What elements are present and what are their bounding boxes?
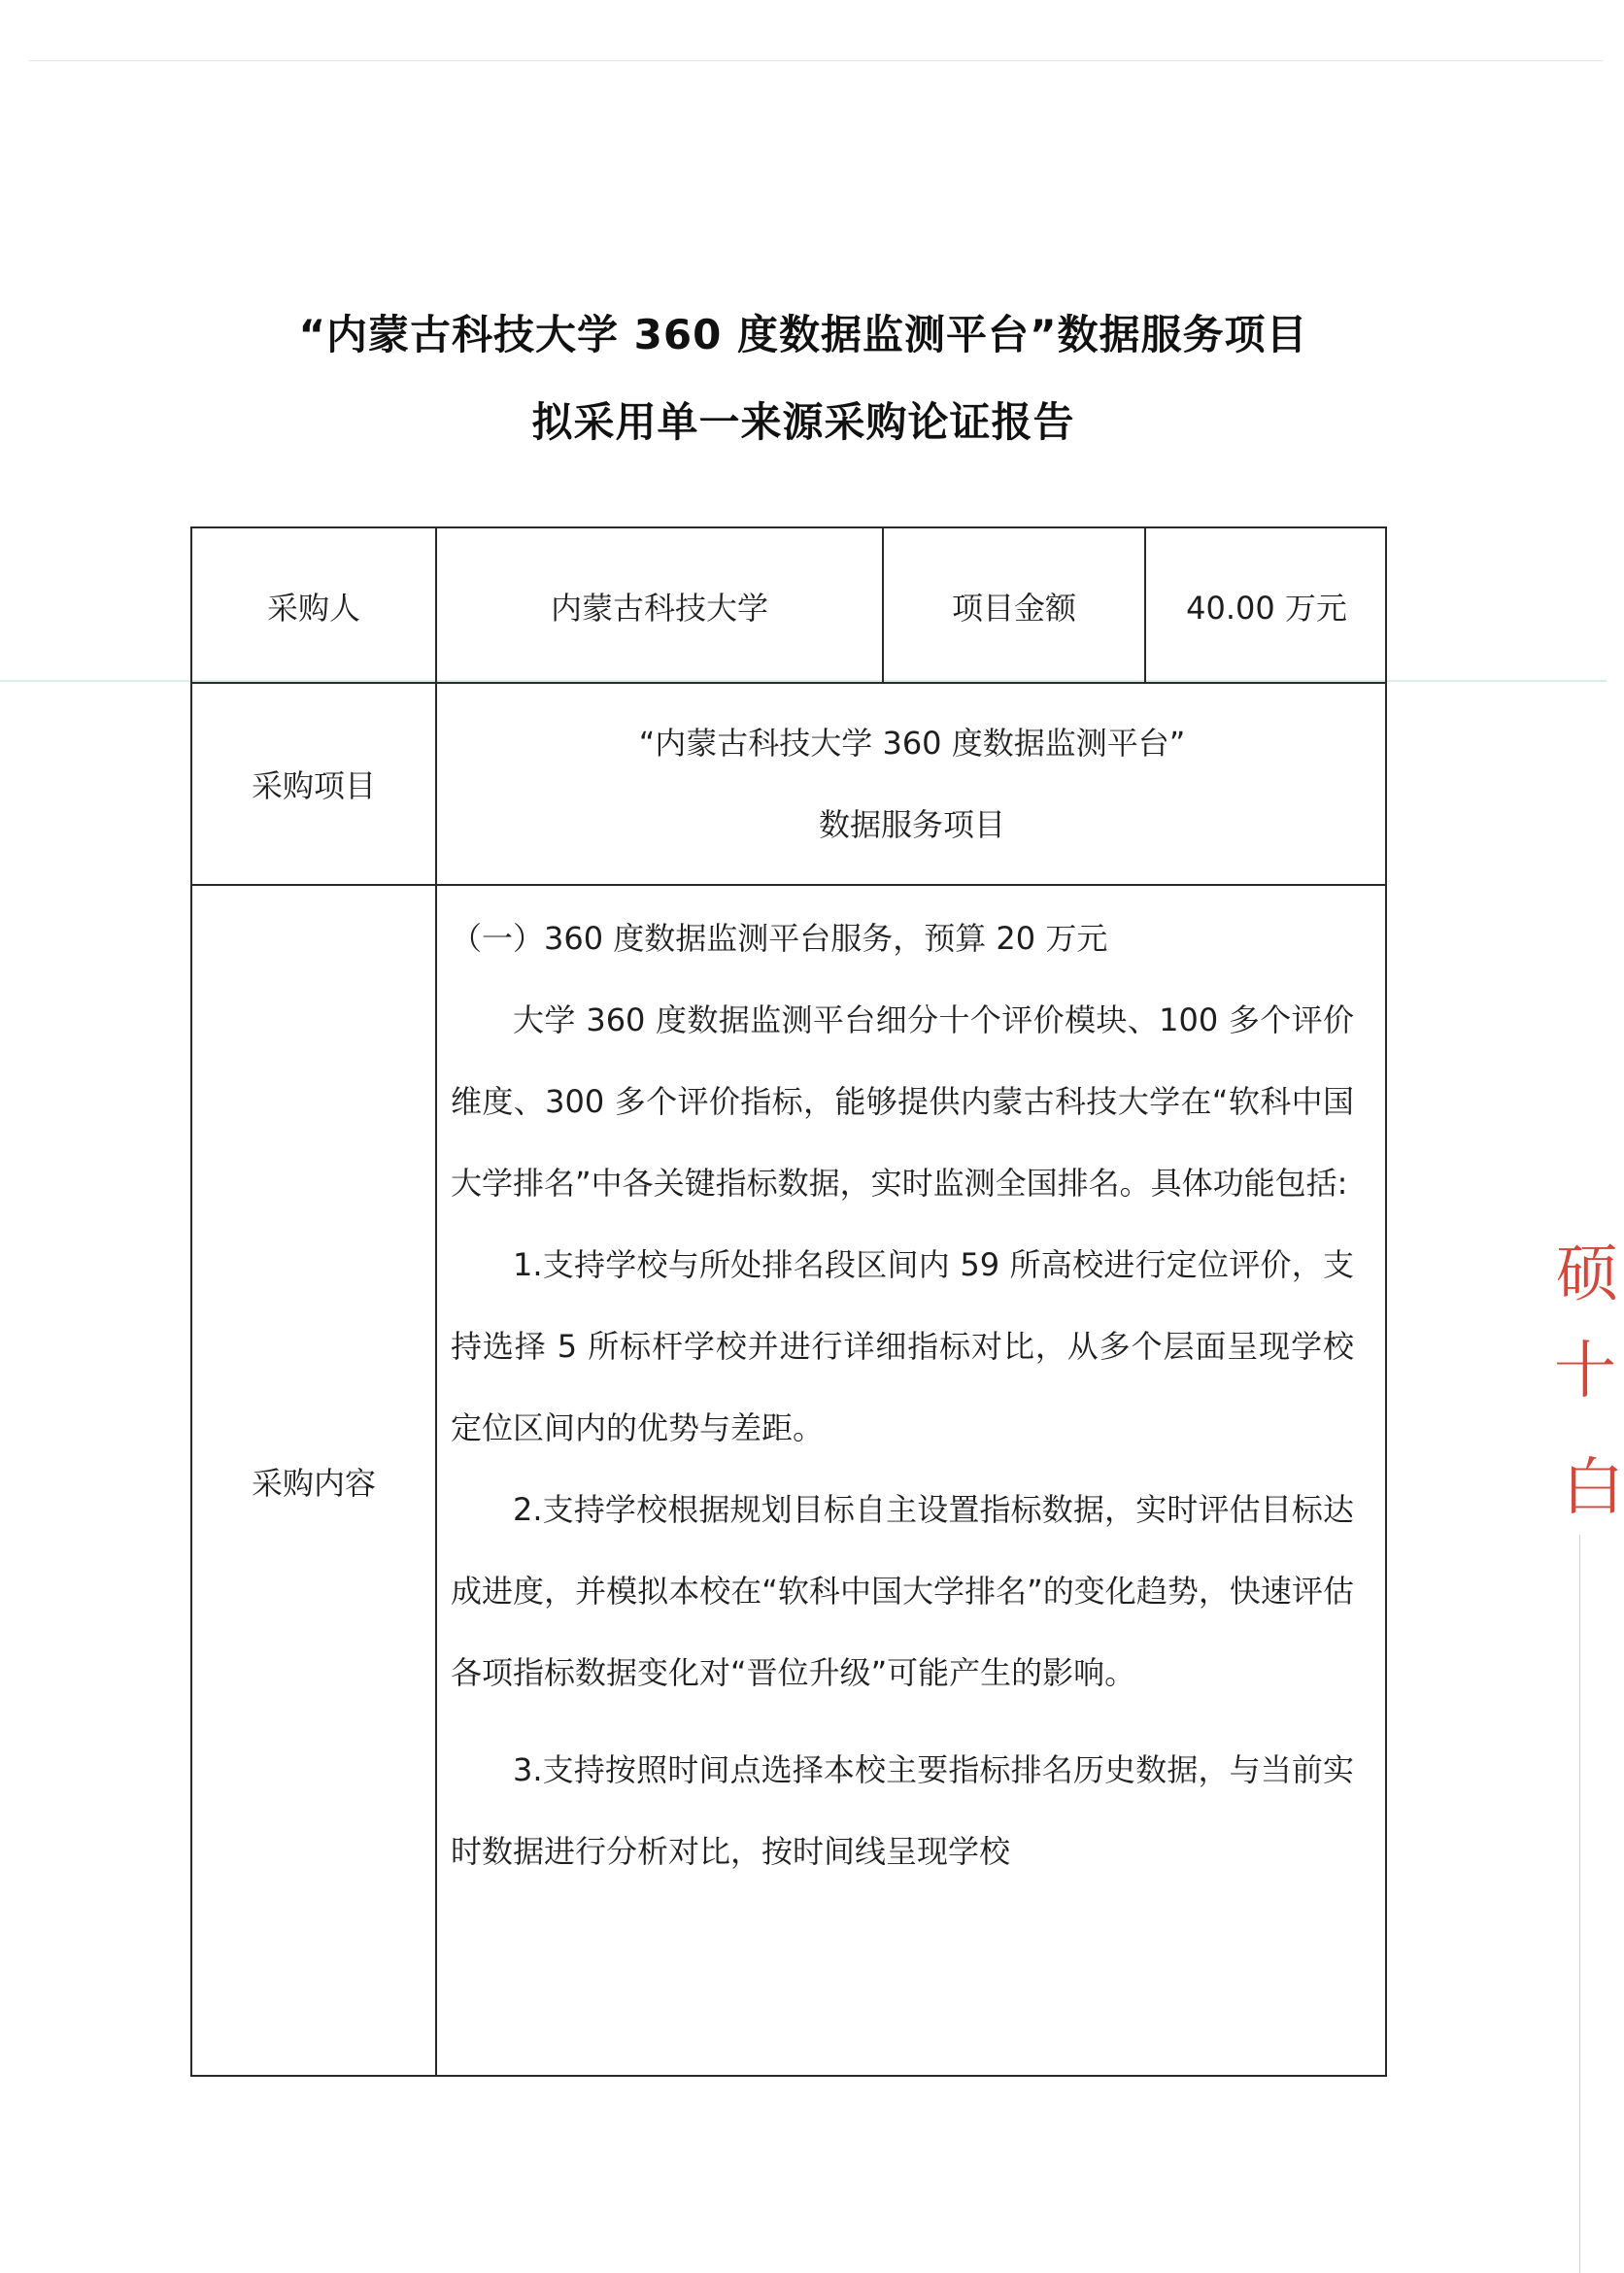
document-title-line2: 拟采用单一来源采购论证报告 (531, 398, 1075, 446)
seal-char-2: 十 (1554, 1336, 1616, 1408)
official-seal-fragment (1548, 1238, 1624, 1535)
page-top-border (29, 60, 1603, 61)
seal-char-3: 白 (1562, 1452, 1624, 1524)
content-heading: （一）360 度数据监测平台服务，预算 20 万元 (451, 920, 1108, 957)
content-label: 采购内容 (251, 1465, 376, 1502)
document-title-line1: “内蒙古科技大学 360 度数据监测平台”数据服务项目 (298, 311, 1308, 358)
amount-value: 40.00 万元 (1186, 590, 1347, 627)
amount-label: 项目金额 (951, 590, 1076, 627)
content-intro: 大学 360 度数据监测平台细分十个评价模块、100 多个评价维度、300 多个评价指标，能够提供内蒙古科技大学在“软科中国大学排名”中各关键指标数据，实时监测全国排名。具体功能包括: (451, 1001, 1354, 1202)
seal-char-1: 硕 (1556, 1238, 1618, 1310)
project-value-line2: 数据服务项目 (818, 806, 1005, 843)
project-label: 采购项目 (251, 767, 376, 804)
content-item-3: 3.支持按照时间点选择本校主要指标排名历史数据，与当前实时数据进行分析对比，按时间线呈现学校 (451, 1751, 1354, 1870)
page-edge-line (1579, 1535, 1580, 2273)
content-body (435, 898, 1368, 2063)
purchaser-label: 采购人 (266, 590, 360, 627)
content-item-2: 2.支持学校根据规划目标自主设置指标数据，实时评估目标达成进度，并模拟本校在“软科中国大学排名”的变化趋势，快速评估各项指标数据变化对“晋位升级”可能产生的影响。 (451, 1491, 1354, 1691)
content-item-1: 1.支持学校与所处排名段区间内 59 所高校进行定位评价，支持选择 5 所标杆学校并进行详细指标对比，从多个层面呈现学校定位区间内的优势与差距。 (451, 1246, 1354, 1446)
project-value-line1: “内蒙古科技大学 360 度数据监测平台” (638, 725, 1186, 762)
procurement-table (190, 526, 1387, 2077)
project-value (437, 684, 1387, 884)
purchaser-value: 内蒙古科技大学 (550, 590, 768, 627)
